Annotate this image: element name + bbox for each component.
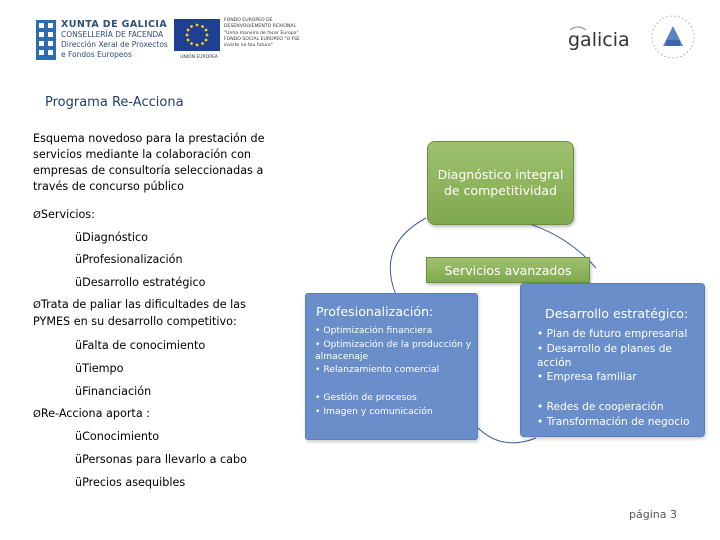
list-item: • Desarrollo de planes de acción bbox=[537, 343, 672, 369]
xunta-line-2: Dirección Xeral de Proxectos bbox=[61, 40, 168, 49]
program-title: Programa Re-Acciona bbox=[45, 95, 184, 110]
list-item: üPrecios asequibles bbox=[75, 476, 186, 489]
desarrollo-estrategico-panel bbox=[520, 283, 705, 437]
galicia-logo-word: galicia bbox=[568, 29, 630, 51]
eu-caption: UNIÓN EUROPEA bbox=[180, 55, 218, 60]
list-item: üDiagnóstico bbox=[75, 231, 149, 244]
list-item: • Empresa familiar bbox=[537, 371, 637, 383]
list-item: üProfesionalización bbox=[75, 253, 183, 266]
seal-emblem-icon bbox=[650, 14, 696, 60]
arrow-bullet-icon: Ø bbox=[33, 210, 41, 221]
list-item: • Optimización financiera bbox=[315, 325, 433, 336]
check-bullet-icon: ü bbox=[75, 276, 83, 289]
panel-title: Desarrollo estratégico: bbox=[545, 306, 689, 321]
list-item: üConocimiento bbox=[75, 430, 160, 443]
list-item: • Gestión de procesos bbox=[315, 392, 417, 403]
list-item: • Imagen y comunicación bbox=[315, 406, 433, 417]
check-bullet-icon: ü bbox=[75, 453, 83, 466]
trata-label: Trata de paliar las dificultades de las PYMES en su desarrollo competitivo: bbox=[33, 298, 246, 328]
panel-title: Profesionalización: bbox=[316, 304, 434, 319]
xunta-line-1: CONSELLERÍA DE FACENDA bbox=[61, 30, 164, 39]
page-number: página 3 bbox=[629, 508, 677, 521]
check-bullet-icon: ü bbox=[75, 231, 83, 244]
eu-flag-icon bbox=[174, 19, 220, 51]
check-bullet-icon: ü bbox=[75, 385, 83, 398]
xunta-logo-text bbox=[61, 19, 171, 60]
xunta-brand: XUNTA DE GALICIA bbox=[61, 19, 168, 30]
arrow-bullet-icon: Ø bbox=[33, 300, 41, 311]
diagnostico-box: Diagnóstico integral de competitividad bbox=[427, 141, 574, 225]
list-item: üFinanciación bbox=[75, 385, 152, 398]
check-bullet-icon: ü bbox=[75, 476, 83, 489]
aporta-label: Re-Acciona aporta : bbox=[40, 407, 151, 420]
list-item: üTiempo bbox=[75, 362, 124, 375]
services-label: Servicios: bbox=[40, 208, 95, 221]
check-bullet-icon: ü bbox=[75, 339, 83, 352]
list-item: • Relanzamiento comercial bbox=[315, 364, 440, 375]
check-bullet-icon: ü bbox=[75, 362, 83, 375]
xunta-shield-icon bbox=[36, 20, 56, 60]
list-item: • Plan de futuro empresarial bbox=[537, 328, 688, 340]
profesionalizacion-panel bbox=[305, 293, 478, 440]
list-item: üFalta de conocimiento bbox=[75, 339, 206, 352]
servicios-avanzados-box: Servicios avanzados bbox=[426, 257, 590, 283]
galicia-logo bbox=[566, 22, 636, 54]
list-item: • Optimización de la producción y almacenaje bbox=[315, 339, 472, 362]
services-heading bbox=[33, 207, 95, 224]
aporta-heading bbox=[33, 406, 150, 423]
check-bullet-icon: ü bbox=[75, 430, 83, 443]
arrow-bullet-icon: Ø bbox=[33, 409, 41, 420]
list-item: üDesarrollo estratégico bbox=[75, 276, 206, 289]
list-item: • Redes de cooperación bbox=[537, 401, 664, 413]
list-item: • Transformación de negocio bbox=[537, 416, 690, 428]
trata-heading bbox=[33, 297, 273, 330]
xunta-line-3: e Fondos Europeos bbox=[61, 50, 132, 59]
intro-paragraph: Esquema novedoso para la prestación de servicios mediante la colaboración con empresas de consultoría seleccionadas a través de concurso público bbox=[33, 132, 265, 193]
list-item: üPersonas para llevarlo a cabo bbox=[75, 453, 247, 466]
check-bullet-icon: ü bbox=[75, 253, 83, 266]
feder-fse-text: FONDO EUROPEO DE DESENVOLVEMENTO REXIONAL "Unha maneira de facer Europa" FONDO SOCIAL EUROPEO "O FSE inviste no teu futuro" bbox=[224, 18, 300, 49]
